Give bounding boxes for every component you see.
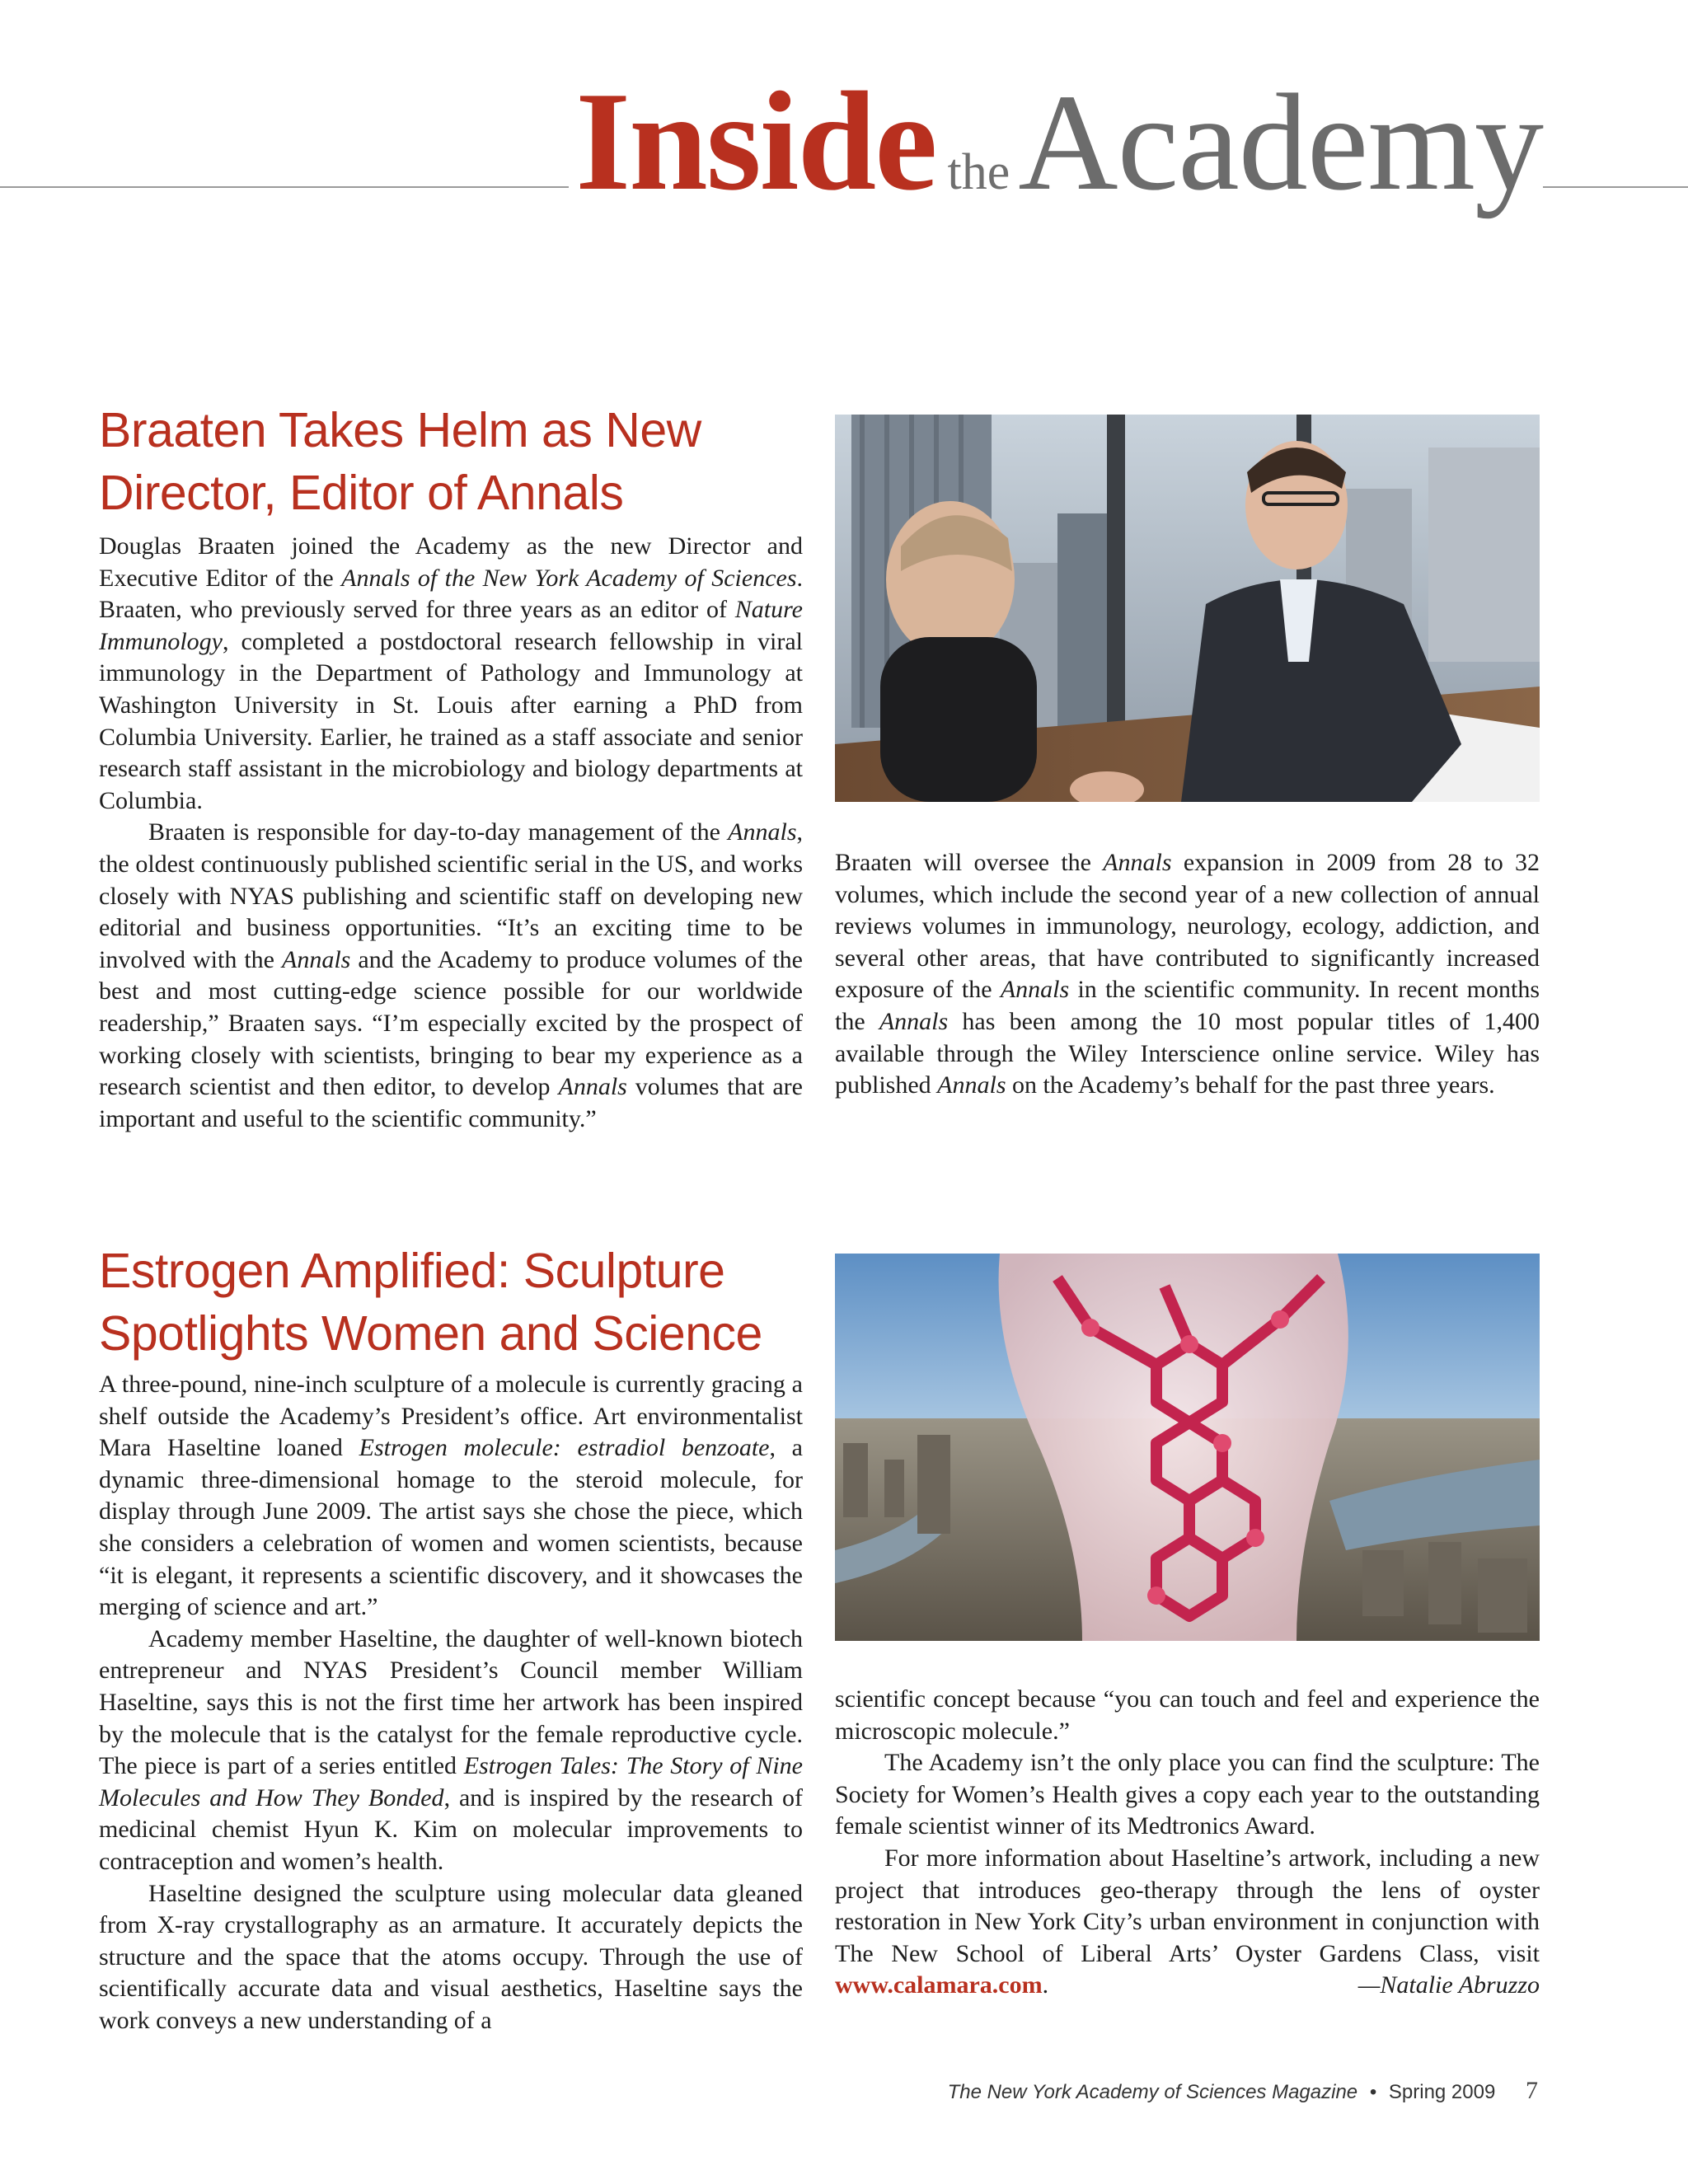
photo-icon [835, 1254, 1540, 1641]
article2-paragraph: For more information about Haseltine’s artwork, including a new project that introduces geo-therapy through the lens of oyster restoration in New York City’s urban environment in conjunction with The New School of Liberal Arts’ Oyster Gardens Class, visit www.calamara.com. —Natalie Abruzzo [835, 1843, 1540, 2002]
article1-headline-block [99, 399, 841, 524]
article1-right-column [835, 847, 1540, 1102]
calamara-link[interactable]: www.calamara.com [835, 1971, 1043, 1999]
article2-headline-line1: Estrogen Amplified: Sculpture [99, 1244, 725, 1298]
article2-paragraph: Academy member Haseltine, the daughter of well-known biotech entrepreneur and NYAS President’s Council member William Haseltine, says this is not the first time her artwork has been inspired by the molecule that is the catalyst for the female reproductive cycle. The piece is part of a series entitled Estrogen Tales: The Story of Nine Molecules and How They Bonded, and is inspired by the research of medicinal chemist Hyun K. Kim on molecular improvements to contraception and women’s health. [99, 1624, 803, 1875]
article2-left-column [99, 1369, 803, 2036]
masthead [569, 63, 1543, 220]
article2-paragraph: scientific concept because “you can touch and feel and experience the microscopic molecule.” [835, 1685, 1540, 1745]
article2-paragraph: Haseltine designed the sculpture using molecular data gleaned from X-ray crystallography as an armature. It accurately depicts the structure and the space that the atoms occupy. Through the use of scientifically accurate data and visual aesthetics, Haseltine says the work conveys a new understanding of a [99, 1879, 803, 2034]
braaten-photo [835, 415, 1540, 802]
article1-paragraph: Braaten is responsible for day-to-day management of the Annals, the oldest continuously published scientific serial in the US, and works closely with NYAS publishing and scientific staff on developing new editorial and business opportunities. “It’s an exciting time to be involved with the Annals and the Academy to produce volumes of the best and most cutting-edge science possible for our worldwide readership,” Braaten says. “I’m especially excited by the prospect of working closely with scientists, bringing to bear my experience as a research scientist and then editor, to develop Annals volumes that are important and useful to the scientific community.” [99, 818, 803, 1132]
masthead-the: the [947, 144, 1010, 200]
masthead-academy: Academy [1018, 66, 1543, 219]
footer-bullet: • [1369, 2081, 1377, 2103]
article2-headline [99, 1240, 841, 1365]
article1-paragraph: Douglas Braaten joined the Academy as the new Director and Executive Editor of the Annals of the New York Academy of Sciences. Braaten, who previously served for three years as an editor of Nature Immunology, completed a postdoctoral research fellowship in viral immunology in the Department of Pathology and Immunology at Washington University in St. Louis after earning a PhD from Columbia University. Earlier, he trained as a staff associate and senior research staff assistant in the microbiology and biology departments at Columbia. [99, 532, 803, 814]
article2-headline-block [99, 1240, 841, 1365]
page-footer [948, 2077, 1538, 2105]
article1-headline [99, 399, 841, 524]
article2-right-column [835, 1684, 1540, 2002]
article2-paragraph: The Academy isn’t the only place you can find the sculpture: The Society for Women’s Health gives a copy each year to the outstanding female scientist winner of its Medtronics Award. [835, 1749, 1540, 1840]
article1-left-column [99, 531, 803, 1135]
byline: —Natalie Abruzzo [1357, 1971, 1540, 1999]
footer-magazine-title: The New York Academy of Sciences Magazine [947, 2081, 1358, 2103]
article1-paragraph: Braaten will oversee the Annals expansion in 2009 from 28 to 32 volumes, which include the second year of a new collection of annual reviews volumes in immunology, neurology, ecology, addiction, and several other areas, that have contributed to significantly increased exposure of the Annals in the scientific community. In recent months the Annals has been among the 10 most popular titles of 1,400 available through the Wiley Interscience online service. Wiley has published Annals on the Academy’s behalf for the past three years. [835, 849, 1540, 1099]
masthead-inside: Inside [575, 63, 936, 220]
page-number: 7 [1526, 2077, 1538, 2104]
article2-paragraph: A three-pound, nine-inch sculpture of a molecule is currently gracing a shelf outside the Academy’s President’s office. Art environmentalist Mara Haseltine loaned Estrogen molecule: estradiol benzoate, a dynamic three-dimensional homage to the steroid molecule, for display through June 2009. The artist says she chose the piece, which she considers a celebration of women and women scientists, because “it is elegant, it represents a scientific discovery, and it showcases the merging of science and art.” [99, 1371, 803, 1621]
sculpture-photo [835, 1254, 1540, 1641]
footer-issue: Spring 2009 [1388, 2081, 1496, 2103]
photo-icon [835, 415, 1540, 802]
article1-headline-line2: Director, Editor of Annals [99, 466, 624, 520]
article2-headline-line2: Spotlights Women and Science [99, 1306, 762, 1361]
article1-headline-line1: Braaten Takes Helm as New [99, 403, 701, 457]
